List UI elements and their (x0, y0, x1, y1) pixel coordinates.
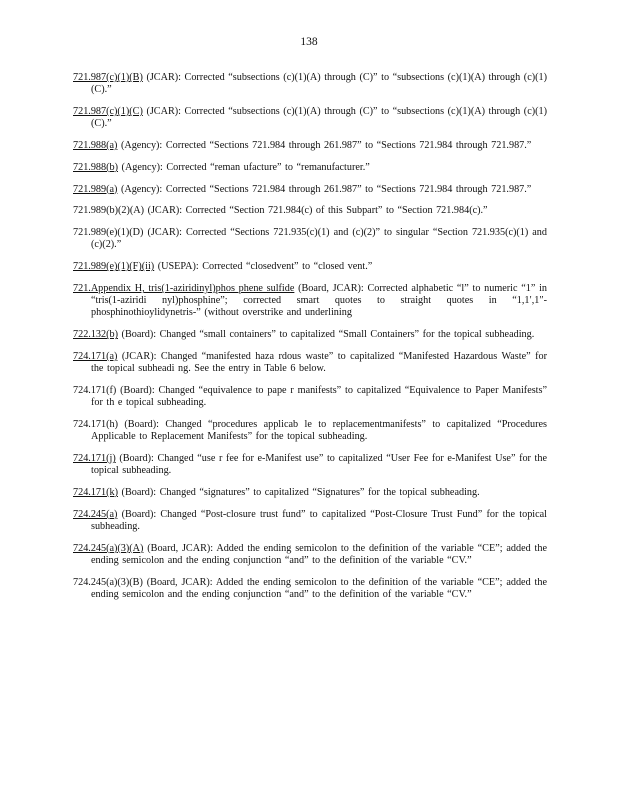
errata-entry (73, 577, 547, 601)
entry-text: (Board): Changed “use r fee for e-Manifest use” to capitalized “User Fee for e-Manifest Use” for the topical subheading. (91, 452, 547, 477)
entry-text: (Board): Changed “Post-closure trust fund” to capitalized “Post-Closure Trust Fund” for the topical subheading. (91, 508, 547, 532)
errata-entry (73, 351, 547, 375)
entry-section-ref: 724.171(h) (73, 418, 118, 430)
entry-text: (JCAR): Corrected “Section 721.984(c) of this Subpart” to “Section 721.984(c).” (144, 205, 488, 217)
entry-section-ref: 721.987(c)(1)(B) (73, 72, 143, 83)
errata-entry (73, 509, 547, 533)
entry-text: (Board, JCAR): Added the ending semicolon to the definition of the variable “CE”; added the ending semicolon and the ending conjunction “and” to the definition of the variable “CV.” (91, 576, 547, 600)
entry-section-ref: 721.Appendix H, tris(1-aziridinyl)phos phene sulfide (73, 282, 295, 294)
errata-entry (73, 106, 547, 130)
errata-entry (73, 543, 547, 567)
entry-text: (Board, JCAR): Corrected alphabetic “l” to numeric “1” in “tris(1-aziridi nyl)phosphine”; corrected smart quotes to straight quotes in “1,1′,1″-phosphinothioylidynetris-” (without overstrike and underlining (91, 282, 547, 319)
entry-section-ref: 721.989(b)(2)(A) (73, 205, 145, 217)
entry-section-ref: 721.988(a) (73, 140, 118, 151)
entry-section-ref: 721.989(a) (73, 183, 118, 195)
entry-text: (JCAR): Corrected “subsections (c)(1)(A) through (C)” to “subsections (c)(1)(A) through (c)(1)(C).” (91, 106, 547, 130)
entry-section-ref: 721.988(b) (73, 161, 118, 173)
entry-text: (JCAR): Corrected “Sections 721.935(c)(1) and (c)(2)” to singular “Section 721.935(c)(1) and (c)(2).” (91, 227, 547, 251)
errata-entry (73, 72, 547, 96)
errata-entry (73, 140, 547, 152)
errata-entry (73, 329, 547, 341)
entry-section-ref: 724.171(j) (73, 452, 116, 464)
errata-entry (73, 261, 547, 273)
errata-entry (73, 227, 547, 251)
entry-text: (Board): Changed “equivalence to pape r manifests” to capitalized “Equivalence to Paper Manifests” for th e topical subheading. (91, 384, 547, 409)
entry-section-ref: 724.171(k) (73, 486, 118, 498)
errata-list (73, 72, 547, 611)
errata-entry (73, 283, 547, 320)
entry-text: (Board): Changed “procedures applicab le to replacementmanifests” to capitalized “Procedures Applicable to Replacement Manifests” for the topical subheading. (91, 418, 547, 443)
entry-text: (Agency): Corrected “reman ufacture” to “remanufacturer.” (118, 161, 370, 173)
entry-section-ref: 721.987(c)(1)(C) (73, 106, 143, 117)
entry-section-ref: 724.171(f) (73, 384, 117, 396)
entry-section-ref: 724.171(a) (73, 350, 118, 362)
entry-section-ref: 722.132(b) (73, 329, 118, 341)
entry-section-ref: 724.245(a)(3)(A) (73, 542, 144, 554)
errata-entry (73, 385, 547, 409)
errata-entry (73, 205, 547, 217)
errata-entry (73, 419, 547, 443)
errata-entry (73, 487, 547, 499)
entry-text: (Board, JCAR): Added the ending semicolon to the definition of the variable “CE”; added the ending semicolon and the ending conjunction “and” to the definition of the variable “CV.” (91, 542, 547, 566)
entry-section-ref: 724.245(a) (73, 508, 118, 520)
errata-entry (73, 453, 547, 477)
entry-text: (Agency): Corrected “Sections 721.984 through 261.987” to “Sections 721.984 through 721.987.” (117, 140, 532, 151)
entry-text: (USEPA): Corrected “closedvent” to “closed vent.” (154, 261, 373, 273)
entry-text: (Agency): Corrected “Sections 721.984 through 261.987” to “Sections 721.984 through 721.987.” (117, 183, 532, 195)
entry-text: (JCAR): Changed “manifested haza rdous waste” to capitalized “Manifested Hazardous Waste” for the topical subheadi ng. See the entry in Table 6 below. (91, 350, 547, 375)
page-number: 138 (300, 36, 318, 48)
errata-entry (73, 162, 547, 174)
entry-text: (Board): Changed “signatures” to capitalized “Signatures” for the topical subheading. (118, 486, 480, 498)
entry-text: (Board): Changed “small containers” to capitalized “Small Containers” for the topical subheading. (118, 329, 535, 341)
entry-section-ref: 724.245(a)(3)(B) (73, 576, 143, 588)
entry-text: (JCAR): Corrected “subsections (c)(1)(A) through (C)” to “subsections (c)(1)(A) through (c)(1)(C).” (91, 72, 547, 96)
entry-section-ref: 721.989(e)(1)(D) (73, 227, 144, 239)
errata-entry (73, 184, 547, 196)
entry-section-ref: 721.989(e)(1)(F)(ii) (73, 261, 155, 273)
